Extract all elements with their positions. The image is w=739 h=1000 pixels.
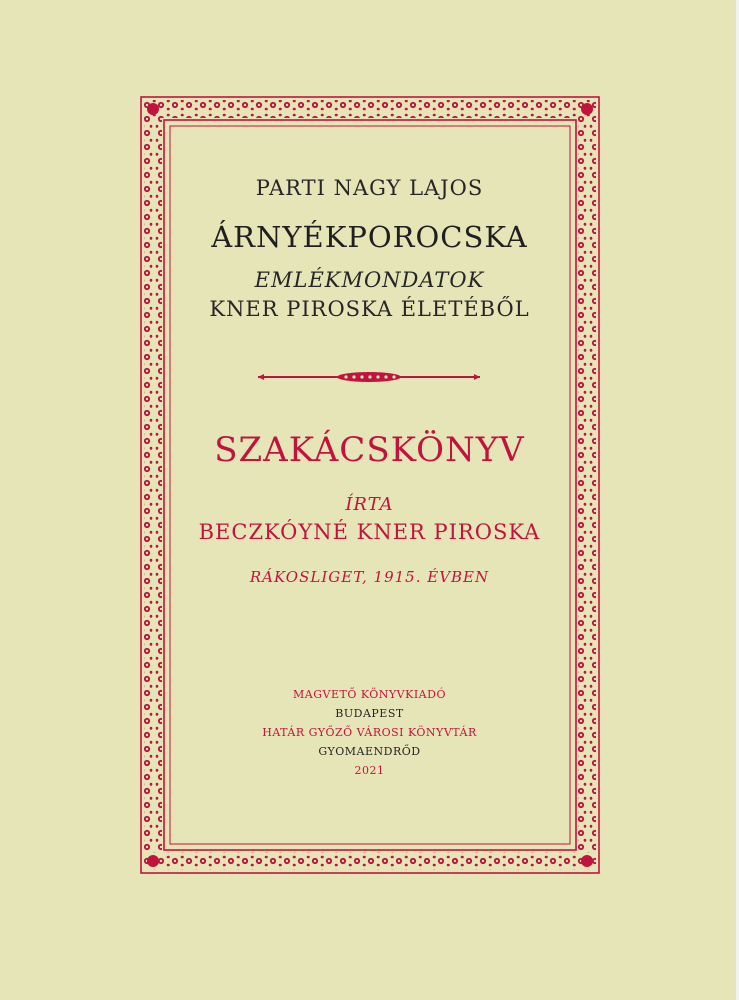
cookbook-author: BECZKÓYNÉ KNER PIROSKA <box>198 520 541 544</box>
publisher-name: MAGVETŐ KÖNYVKIADÓ <box>293 688 446 701</box>
publisher-city: BUDAPEST <box>335 707 404 720</box>
corner-rosette <box>581 855 593 867</box>
author-name: PARTI NAGY LAJOS <box>255 176 484 200</box>
divider-ornament <box>258 372 480 382</box>
cookbook-title: SZAKÁCSKÖNYV <box>214 430 525 470</box>
written-by-label: ÍRTA <box>345 494 394 515</box>
frame-band-top <box>144 100 596 118</box>
frame-band-bottom <box>144 852 596 870</box>
corner-rosette <box>581 103 593 115</box>
book-title: ÁRNYÉKPOROCSKA <box>211 220 528 254</box>
copublisher-name: HATÁR GYŐZŐ VÁROSI KÖNYVTÁR <box>262 726 477 739</box>
subtitle-italic: EMLÉKMONDATOK <box>254 268 485 292</box>
subtitle: KNER PIROSKA ÉLETÉBŐL <box>209 297 530 321</box>
place-date: RÁKOSLIGET, 1915. ÉVBEN <box>249 568 490 586</box>
publication-year: 2021 <box>354 764 385 777</box>
corner-rosette <box>147 103 159 115</box>
corner-rosette <box>147 855 159 867</box>
copublisher-city: GYOMAENDRŐD <box>318 745 421 758</box>
